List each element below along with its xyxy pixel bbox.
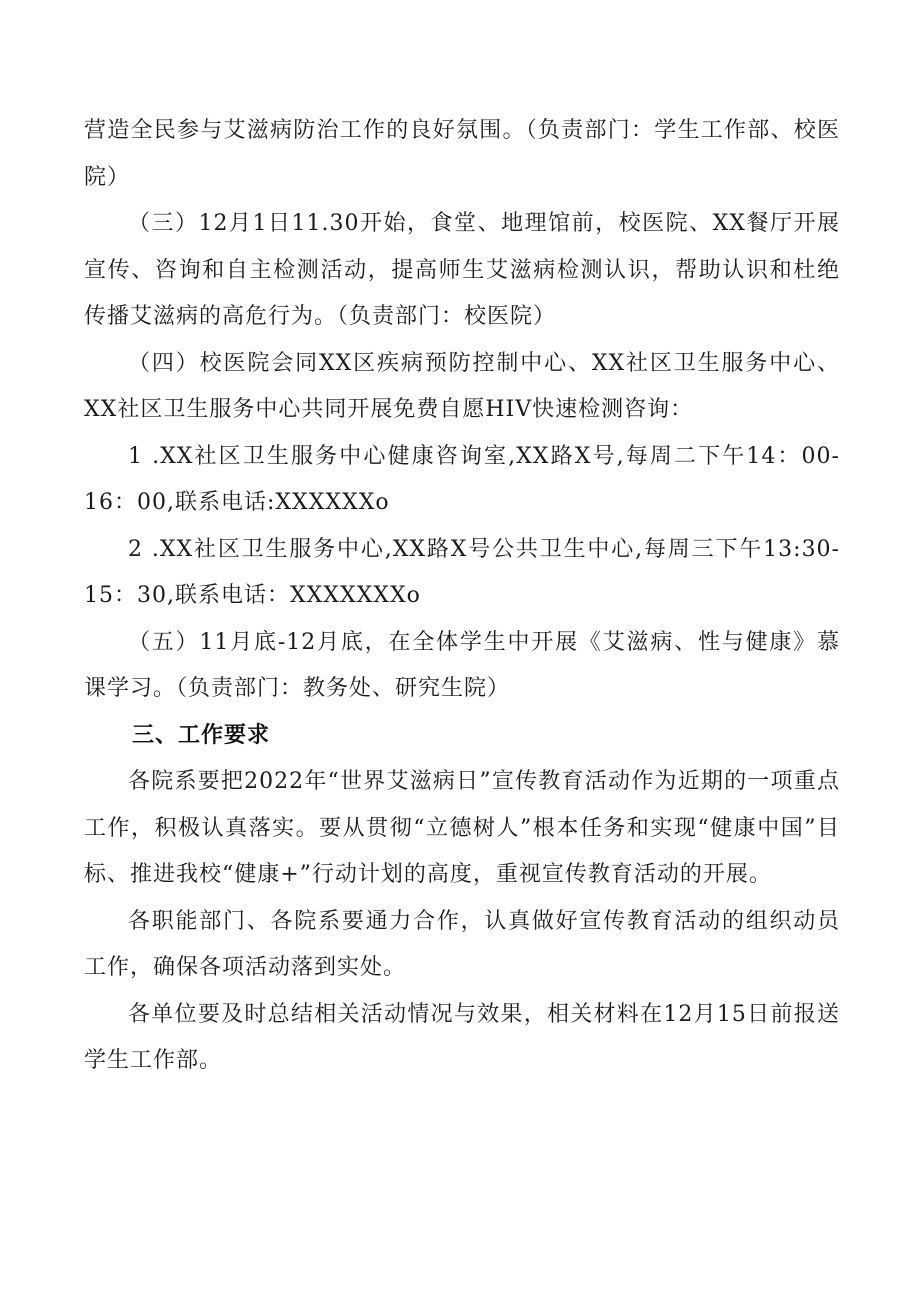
paragraph-subitem-one: 1 .XX社区卫生服务中心健康咨询室,XX路X号,每周二下午14：00-16：00,联系电话:XXXXXXo bbox=[84, 443, 840, 515]
paragraph-continued-responsibility: 营造全民参与艾滋病防治工作的良好氛围。（负责部门：学生工作部、校医院） bbox=[84, 118, 840, 190]
paragraph-item-three: （三）12月1日11.30开始，食堂、地理馆前，校医院、XX餐厅开展宣传、咨询和自主检测活动，提高师生艾滋病检测认识，帮助认识和杜绝传播艾滋病的高危行为。（负责部门：校医院） bbox=[84, 211, 840, 329]
paragraph-subitem-two: 2 .XX社区卫生服务中心,XX路X号公共卫生中心,每周三下午13:30-15：30,联系电话：XXXXXXXo bbox=[84, 536, 840, 608]
paragraph-item-five: （五）11月底-12月底，在全体学生中开展《艾滋病、性与健康》慕课学习。（负责部门：教务处、研究生院） bbox=[84, 629, 840, 701]
paragraph-requirement-one: 各院系要把2022年“世界艾滋病日”宣传教育活动作为近期的一项重点工作，积极认真落实。要从贯彻“立德树人”根本任务和实现“健康中国”目标、推进我校“健康+”行动计划的高度，重视宣传教育活动的开展。 bbox=[84, 769, 840, 887]
section-heading-work-requirements: 三、工作要求 bbox=[132, 722, 271, 748]
paragraph-requirement-two: 各职能部门、各院系要通力合作，认真做好宣传教育活动的组织动员工作，确保各项活动落到实处。 bbox=[84, 908, 840, 980]
paragraph-item-four: （四）校医院会同XX区疾病预防控制中心、XX社区卫生服务中心、XX社区卫生服务中心共同开展免费自愿HIV快速检测咨询： bbox=[84, 350, 840, 422]
document-page bbox=[84, 108, 840, 1085]
paragraph-requirement-three: 各单位要及时总结相关活动情况与效果，相关材料在12月15日前报送学生工作部。 bbox=[84, 1001, 840, 1073]
